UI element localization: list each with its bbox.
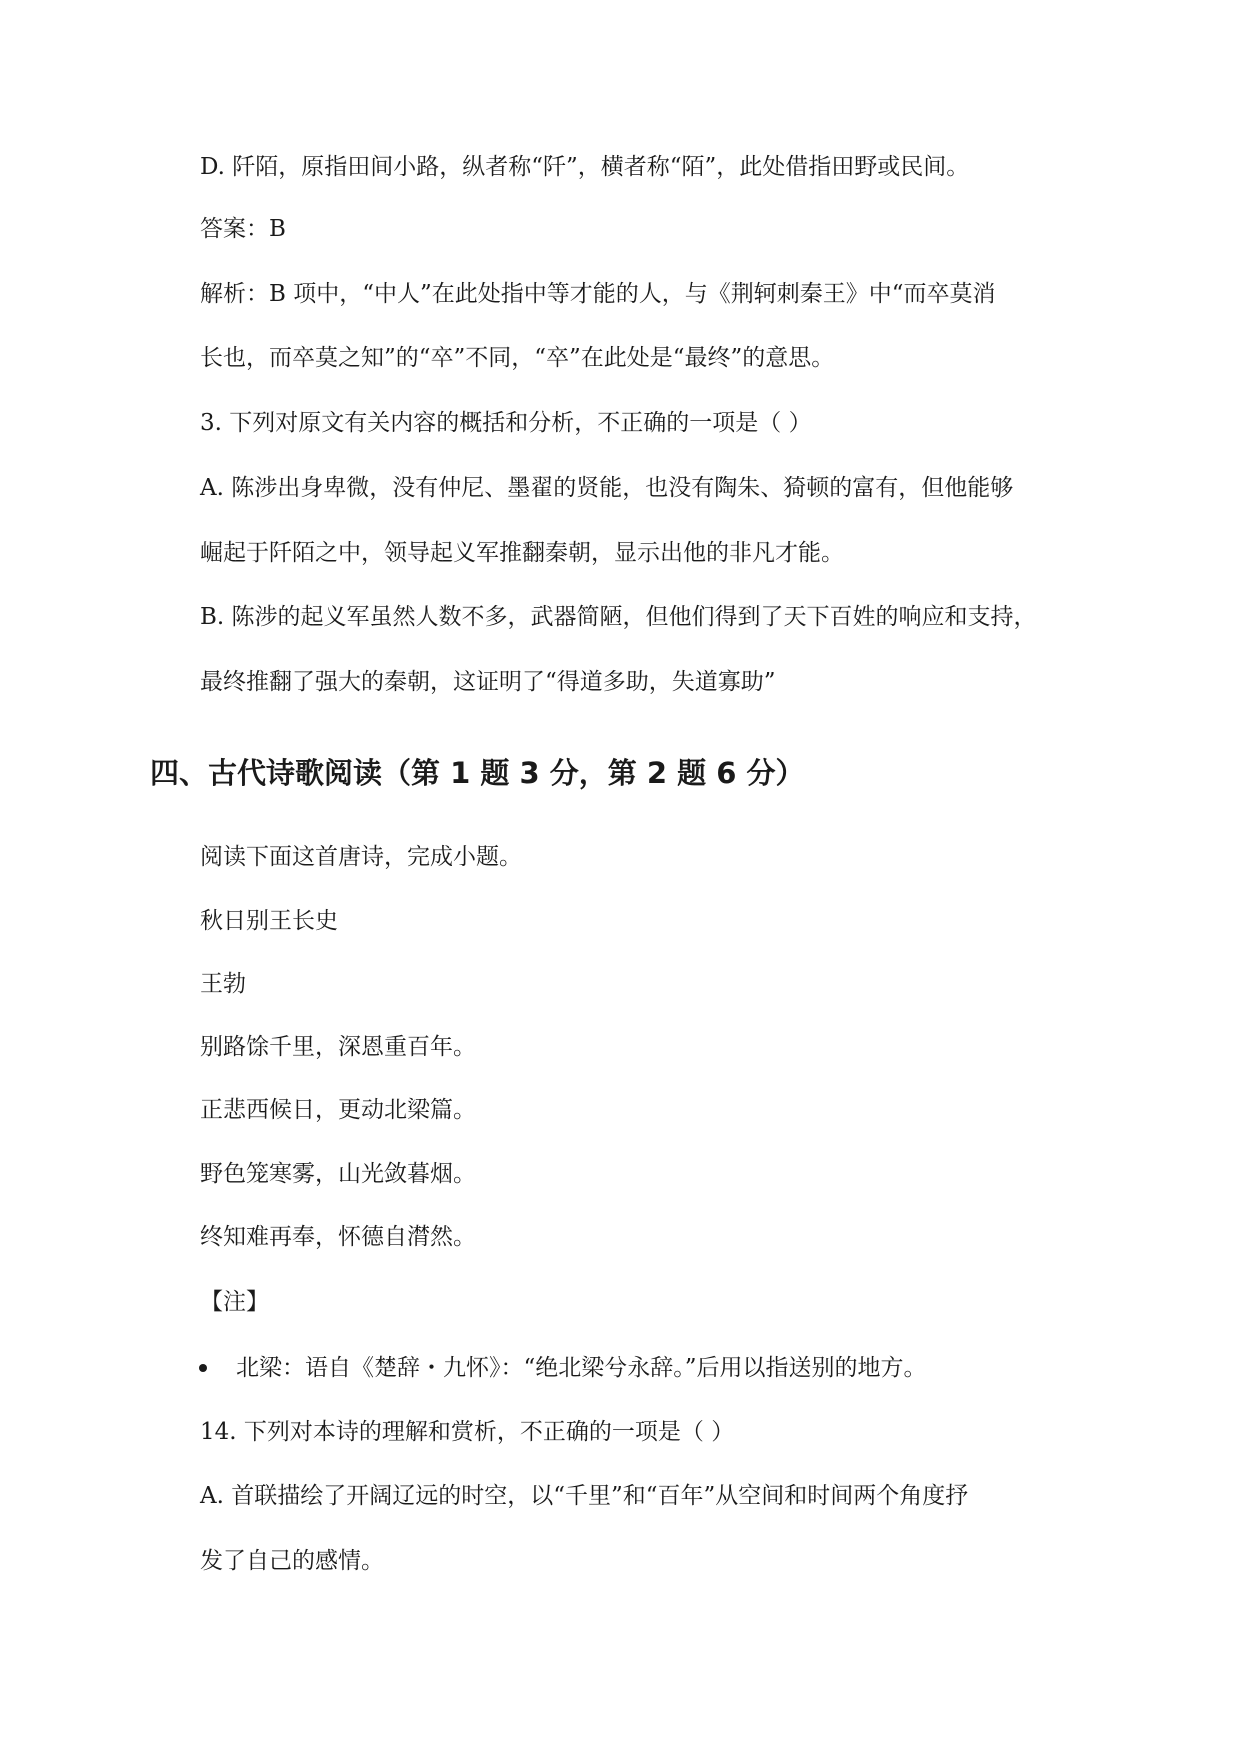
- answer-text: 答案：B: [200, 216, 286, 242]
- analysis-text-line1: 解析：B 项中，“中人”在此处指中等才能的人，与《荆轲刺秦王》中“而卒莫消: [200, 281, 996, 307]
- bullet-icon: [199, 1364, 207, 1372]
- question3-option-b-line2: 最终推翻了强大的秦朝，这证明了“得道多助，失道寡助”: [200, 669, 776, 695]
- question3-stem: 3. 下列对原文有关内容的概括和分析，不正确的一项是（ ）: [200, 410, 812, 436]
- question3-option-a-line1: A. 陈涉出身卑微，没有仲尼、墨翟的贤能，也没有陶朱、猗顿的富有，但他能够: [200, 475, 1014, 501]
- question14-option-a-line2: 发了自己的感情。: [200, 1548, 384, 1574]
- poem-verse: 野色笼寒雾，山光敛暮烟。: [200, 1161, 476, 1187]
- poem-verse: 终知难再奉，怀德自潸然。: [200, 1224, 476, 1250]
- poem-author: 王勃: [200, 971, 246, 997]
- note-item: 北梁：语自《楚辞・九怀》：“绝北梁兮永辞。”后用以指送别的地方。: [236, 1355, 927, 1381]
- question3-option-a-line2: 崛起于阡陌之中，领导起义军推翻秦朝，显示出他的非凡才能。: [200, 540, 844, 566]
- poem-instruction: 阅读下面这首唐诗，完成小题。: [200, 844, 522, 870]
- option-d-text: D. 阡陌，原指田间小路，纵者称“阡”，横者称“陌”，此处借指田野或民间。: [200, 154, 970, 180]
- note-label: 【注】: [200, 1289, 269, 1315]
- poem-title: 秋日别王长史: [200, 908, 338, 934]
- question14-option-a-line1: A. 首联描绘了开阔辽远的时空，以“千里”和“百年”从空间和时间两个角度抒: [200, 1483, 969, 1509]
- poem-verse: 别路馀千里，深恩重百年。: [200, 1034, 476, 1060]
- section-heading: 四、古代诗歌阅读（第 1 题 3 分，第 2 题 6 分）: [150, 756, 805, 790]
- analysis-text-line2: 长也，而卒莫之知”的“卒”不同，“卒”在此处是“最终”的意思。: [200, 345, 835, 371]
- poem-verse: 正悲西候日，更动北梁篇。: [200, 1097, 476, 1123]
- question3-option-b-line1: B. 陈涉的起义军虽然人数不多，武器简陋，但他们得到了天下百姓的响应和支持，: [200, 604, 1037, 630]
- question14-stem: 14. 下列对本诗的理解和赏析，不正确的一项是（ ）: [200, 1419, 735, 1445]
